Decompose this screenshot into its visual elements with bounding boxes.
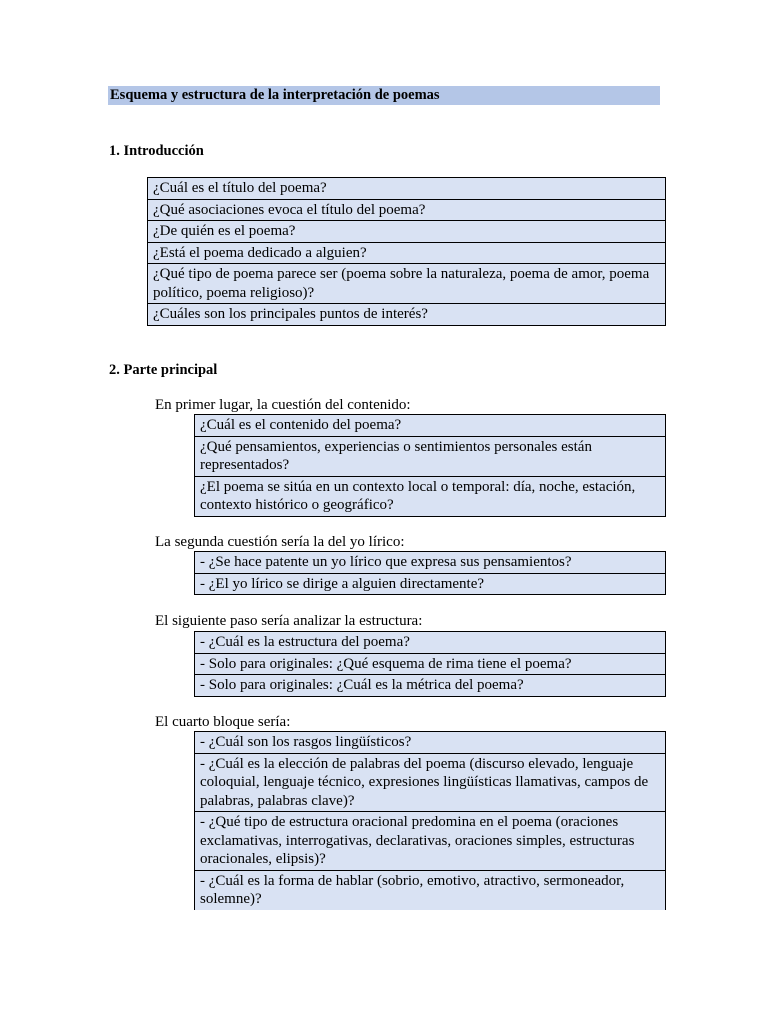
block-lead-contenido: En primer lugar, la cuestión del contenido: bbox=[155, 397, 411, 413]
table-cell: - ¿El yo lírico se dirige a alguien directamente? bbox=[195, 573, 666, 595]
table-row bbox=[195, 476, 666, 516]
table-row bbox=[195, 675, 666, 697]
table-cell: ¿De quién es el poema? bbox=[148, 221, 666, 243]
table-cell: ¿Cuál es el contenido del poema? bbox=[195, 415, 666, 437]
table-row bbox=[195, 436, 666, 476]
table-cell: ¿Qué asociaciones evoca el título del poema? bbox=[148, 199, 666, 221]
table-row bbox=[148, 304, 666, 326]
document-title: Esquema y estructura de la interpretación de poemas bbox=[108, 86, 660, 105]
table-row bbox=[195, 573, 666, 595]
table-cell: - ¿Se hace patente un yo lírico que expresa sus pensamientos? bbox=[195, 552, 666, 574]
table-row bbox=[148, 199, 666, 221]
table-cell: - ¿Cuál es la elección de palabras del poema (discurso elevado, lenguaje coloquial, lenguaje técnico, expresiones lingüísticas llamativas, campos de palabras, palabras clave)? bbox=[195, 753, 666, 812]
table-row bbox=[148, 264, 666, 304]
table-row bbox=[195, 632, 666, 654]
linguistic-question-table bbox=[194, 731, 666, 910]
block-lead-yo-lirico: La segunda cuestión sería la del yo lírico: bbox=[155, 534, 405, 550]
table-row bbox=[195, 812, 666, 871]
block-lead-cuarto-bloque: El cuarto bloque sería: bbox=[155, 714, 291, 730]
table-cell: - ¿Cuál es la forma de hablar (sobrio, emotivo, atractivo, sermoneador, solemne)? bbox=[195, 870, 666, 910]
intro-question-table bbox=[147, 177, 666, 326]
structure-question-table bbox=[194, 631, 666, 697]
table-row bbox=[195, 552, 666, 574]
table-cell: - Solo para originales: ¿Qué esquema de rima tiene el poema? bbox=[195, 653, 666, 675]
table-cell: - Solo para originales: ¿Cuál es la métrica del poema? bbox=[195, 675, 666, 697]
table-row bbox=[195, 653, 666, 675]
table-cell: - ¿Qué tipo de estructura oracional predomina en el poema (oraciones exclamativas, interrogativas, declarativas, oraciones simples, estructuras oracionales, elipsis)? bbox=[195, 812, 666, 871]
table-row bbox=[148, 242, 666, 264]
table-row bbox=[195, 415, 666, 437]
table-cell: ¿Cuál es el título del poema? bbox=[148, 178, 666, 200]
table-row bbox=[195, 870, 666, 910]
table-cell: ¿Cuáles son los principales puntos de interés? bbox=[148, 304, 666, 326]
table-cell: ¿Está el poema dedicado a alguien? bbox=[148, 242, 666, 264]
lyric-self-question-table bbox=[194, 551, 666, 595]
table-cell: - ¿Cuál es la estructura del poema? bbox=[195, 632, 666, 654]
table-cell: ¿Qué pensamientos, experiencias o sentimientos personales están representados? bbox=[195, 436, 666, 476]
table-row bbox=[195, 732, 666, 754]
table-row bbox=[148, 178, 666, 200]
section-heading-introduccion: 1. Introducción bbox=[109, 143, 204, 159]
table-cell: ¿El poema se sitúa en un contexto local o temporal: día, noche, estación, contexto histórico o geográfico? bbox=[195, 476, 666, 516]
table-row bbox=[195, 753, 666, 812]
table-cell: ¿Qué tipo de poema parece ser (poema sobre la naturaleza, poema de amor, poema político, poema religioso)? bbox=[148, 264, 666, 304]
block-lead-estructura: El siguiente paso sería analizar la estructura: bbox=[155, 613, 423, 629]
content-question-table bbox=[194, 414, 666, 517]
table-row bbox=[148, 221, 666, 243]
table-cell: - ¿Cuál son los rasgos lingüísticos? bbox=[195, 732, 666, 754]
section-heading-parte-principal: 2. Parte principal bbox=[109, 362, 218, 378]
